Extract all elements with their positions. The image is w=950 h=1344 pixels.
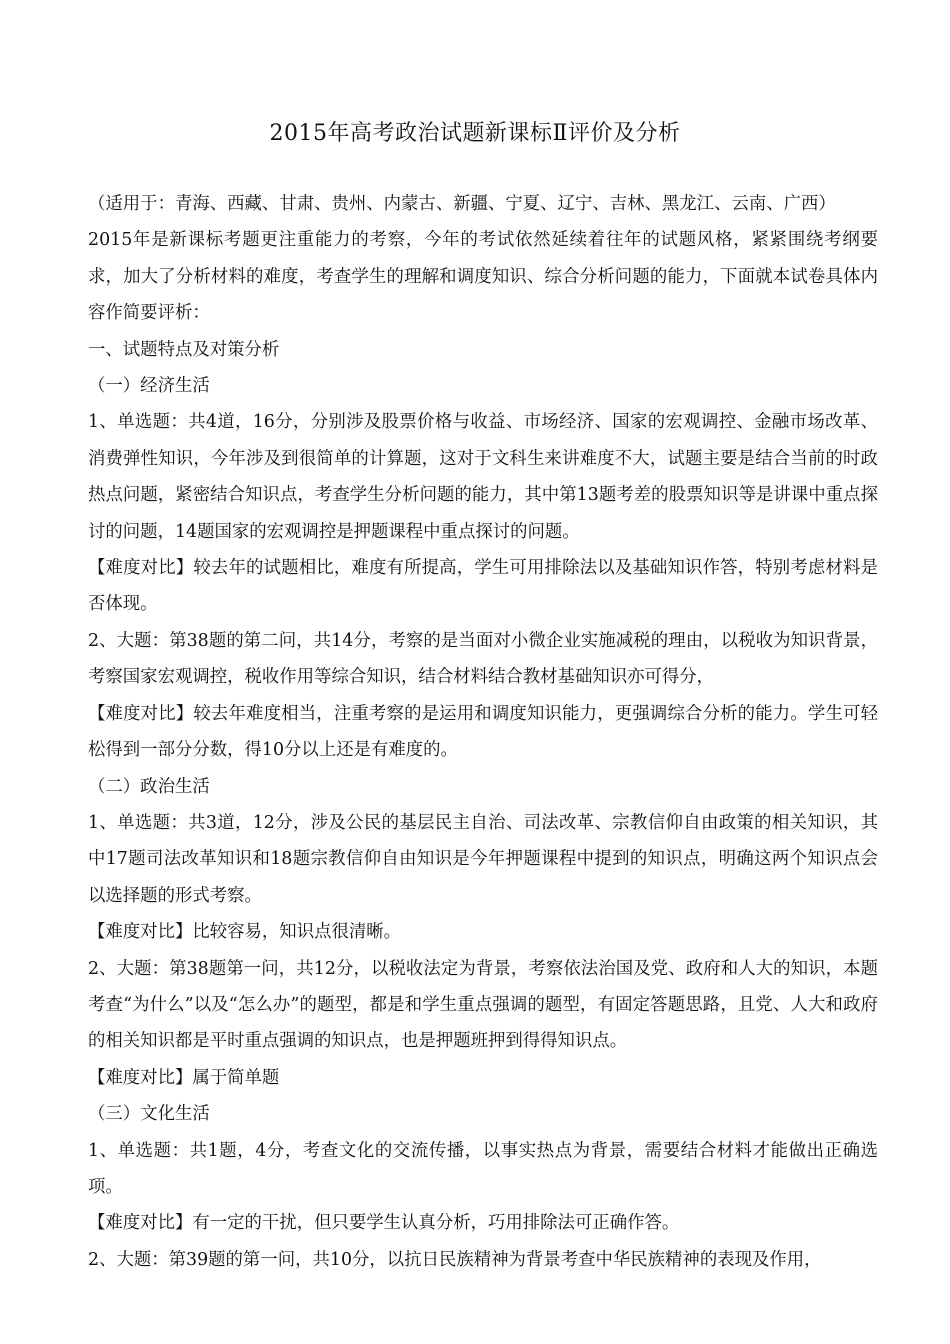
politics-difficulty-note-2: 【难度对比】属于简单题 — [88, 1067, 280, 1088]
applicable-regions-note: （适用于：青海、西藏、甘肃、贵州、内蒙古、新疆、宁夏、辽宁、吉林、黑龙江、云南、广西） — [88, 194, 836, 214]
subsection-heading-culture: （三）文化生活 — [88, 1104, 210, 1125]
culture-single-choice-paragraph: 1、单选题：共1题，4分，考查文化的交流传播，以事实热点为背景，需要结合材料才能做出正确选项。 — [88, 1140, 878, 1197]
politics-difficulty-note-1: 【难度对比】比较容易，知识点很清晰。 — [88, 922, 402, 943]
document-body — [88, 186, 878, 1278]
intro-paragraph: 2015年是新课标考题更注重能力的考察，今年的考试依然延续着往年的试题风格，紧紧围绕考纲要求，加大了分析材料的难度，考查学生的理解和调度知识、综合分析问题的能力，下面就本试卷具体内容作简要评析： — [88, 230, 878, 324]
subsection-heading-politics: （二）政治生活 — [88, 776, 210, 797]
culture-difficulty-note-1: 【难度对比】有一定的干扰，但只要学生认真分析，巧用排除法可正确作答。 — [88, 1213, 680, 1234]
economy-difficulty-note-1: 【难度对比】较去年的试题相比，难度有所提高，学生可用排除法以及基础知识作答，特别考虑材料是否体现。 — [88, 558, 878, 615]
culture-essay-paragraph: 2、大题：第39题的第一问，共10分，以抗日民族精神为背景考查中华民族精神的表现及作用， — [88, 1249, 822, 1270]
section-heading-1: 一、试题特点及对策分析 — [88, 339, 280, 360]
politics-essay-paragraph: 2、大题：第38题第一问，共12分，以税收法定为背景，考察依法治国及党、政府和人大的知识，本题考查“为什么”以及“怎么办”的题型，都是和学生重点强调的题型，有固定答题思路，且党、人大和政府的相关知识都是平时重点强调的知识点，也是押题班押到得得知识点。 — [88, 958, 878, 1052]
subsection-heading-economy: （一）经济生活 — [88, 376, 210, 397]
economy-essay-paragraph: 2、大题：第38题的第二问，共14分，考察的是当面对小微企业实施减税的理由，以税收为知识背景，考察国家宏观调控，税收作用等综合知识，结合材料结合教材基础知识亦可得分， — [88, 630, 878, 688]
economy-single-choice-paragraph: 1、单选题：共4道，16分，分别涉及股票价格与收益、市场经济、国家的宏观调控、金融市场改革、消费弹性知识，今年涉及到很简单的计算题，这对于文科生来讲难度不大，试题主要是结合当前的时政热点问题，紧密结合知识点，考查学生分析问题的能力，其中第13题考差的股票知识等是讲课中重点探讨的问题，14题国家的宏观调控是押题课程中重点探讨的问题。 — [88, 412, 878, 542]
document-title: 2015年高考政治试题新课标Ⅱ评价及分析 — [269, 121, 681, 146]
economy-difficulty-note-2: 【难度对比】较去年难度相当，注重考察的是运用和调度知识能力，更强调综合分析的能力。学生可轻松得到一部分分数，得10分以上还是有难度的。 — [88, 703, 878, 761]
politics-single-choice-paragraph: 1、单选题：共3道，12分，涉及公民的基层民主自治、司法改革、宗教信仰自由政策的相关知识，其中17题司法改革知识和18题宗教信仰自由知识是今年押题课程中提到的知识点，明确这两个知识点会以选择题的形式考察。 — [88, 812, 878, 906]
